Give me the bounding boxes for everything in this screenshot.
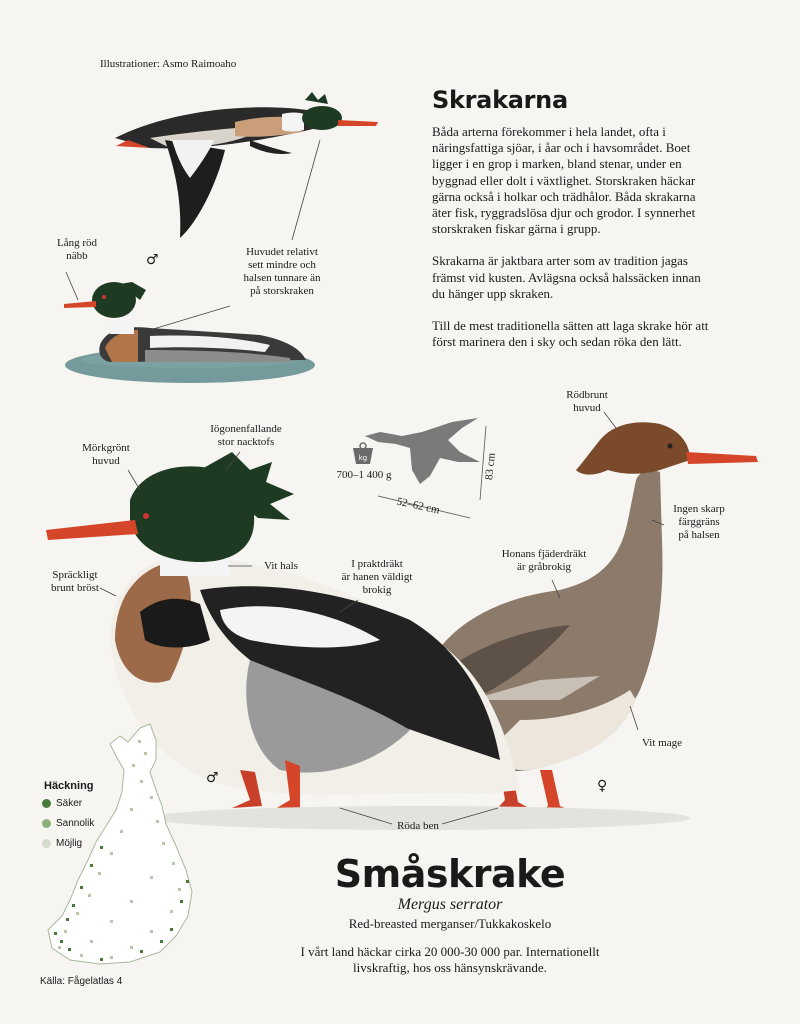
section-heading: Skrakarna: [432, 86, 568, 114]
label-head-smaller: Huvudet relativt sett mindre och halsen tunnare än på storskraken: [243, 246, 321, 297]
map-source: Källa: Fågelatlas 4: [40, 976, 123, 987]
population-text: I vårt land häckar cirka 20 000-30 000 par. Internationellt livskraftig, hos oss hänsynskrävande.: [300, 944, 600, 975]
pointer-line: [292, 140, 320, 240]
label-crest: Iögonenfallande stor nacktofs: [210, 423, 282, 448]
species-name: Småskrake: [334, 852, 566, 896]
label-white-belly: Vit mage: [642, 737, 682, 749]
legend-item-certain: [42, 798, 82, 809]
legend-dot-certain: [42, 799, 51, 808]
male-symbol: ♂: [206, 770, 219, 786]
species-latin-name: Mergus serrator: [397, 896, 503, 913]
legend-item-probable: [42, 818, 94, 829]
legend-dot-probable: [42, 819, 51, 828]
map-legend-title: Häckning: [44, 780, 94, 792]
label-speckled-breast: Spräckligt brunt bröst: [51, 569, 99, 594]
flying-bird-illustration: [115, 92, 378, 238]
species-common-names: Red-breasted merganser/Tukkakoskelo: [348, 916, 552, 931]
legend-label: Sannolik: [56, 818, 95, 829]
legend-label: Säker: [56, 798, 83, 809]
weight-value: 700–1 400 g: [336, 469, 392, 481]
label-female-grey: Honans fjäderdräkt är gråbrokig: [501, 548, 587, 573]
label-no-sharp-border: Ingen skarp färggräns på halsen: [673, 503, 725, 541]
label-dark-green-head: Mörkgrönt huvud: [82, 442, 130, 467]
male-symbol-small: ♂: [146, 252, 159, 268]
length-value: 83 cm: [483, 452, 498, 481]
female-symbol: ♀: [597, 778, 608, 794]
label-long-red-bill: Lång röd näbb: [56, 237, 97, 262]
wingspan-value: 52–62 cm: [395, 495, 441, 517]
svg-text:kg: kg: [358, 454, 368, 462]
illustration-credit: Illustrationer: Asmo Raimoaho: [100, 58, 237, 70]
label-male-colorful: I praktdräkt är hanen väldigt brokig: [341, 558, 413, 596]
intro-paragraph-1: Båda arterna förekommer i hela landet, ofta i näringsfattiga sjöar, i åar och i havsområdet. Boet ligger i en grop i marken, bland stenar, under en byggnad eller dolt i växtlighet. Storskraken häckar gärna också i holkar och trädhålor. Båda skrakarna äter fisk, ryggradslösa djur och grodor. I synnerhet storskraken fiskar gärna i grupp.: [432, 124, 696, 237]
label-red-legs: Röda ben: [397, 820, 439, 832]
legend-dot-possible: [42, 839, 51, 848]
legend-label: Möjlig: [56, 838, 83, 849]
legend-item-possible: [42, 838, 82, 849]
intro-paragraph-2: Skrakarna är jaktbara arter som av tradition jagas främst vid kusten. Avlägsna också halssäcken innan du hänger upp skraken.: [432, 253, 701, 301]
label-red-brown-head: Rödbrunt huvud: [566, 389, 608, 414]
weight-icon: [353, 443, 373, 464]
label-white-neck: Vit hals: [264, 560, 298, 572]
intro-paragraph-3: Till de mest traditionella sätten att laga skrake hör att först marinera den i sky och sedan röka den lätt.: [432, 318, 709, 350]
